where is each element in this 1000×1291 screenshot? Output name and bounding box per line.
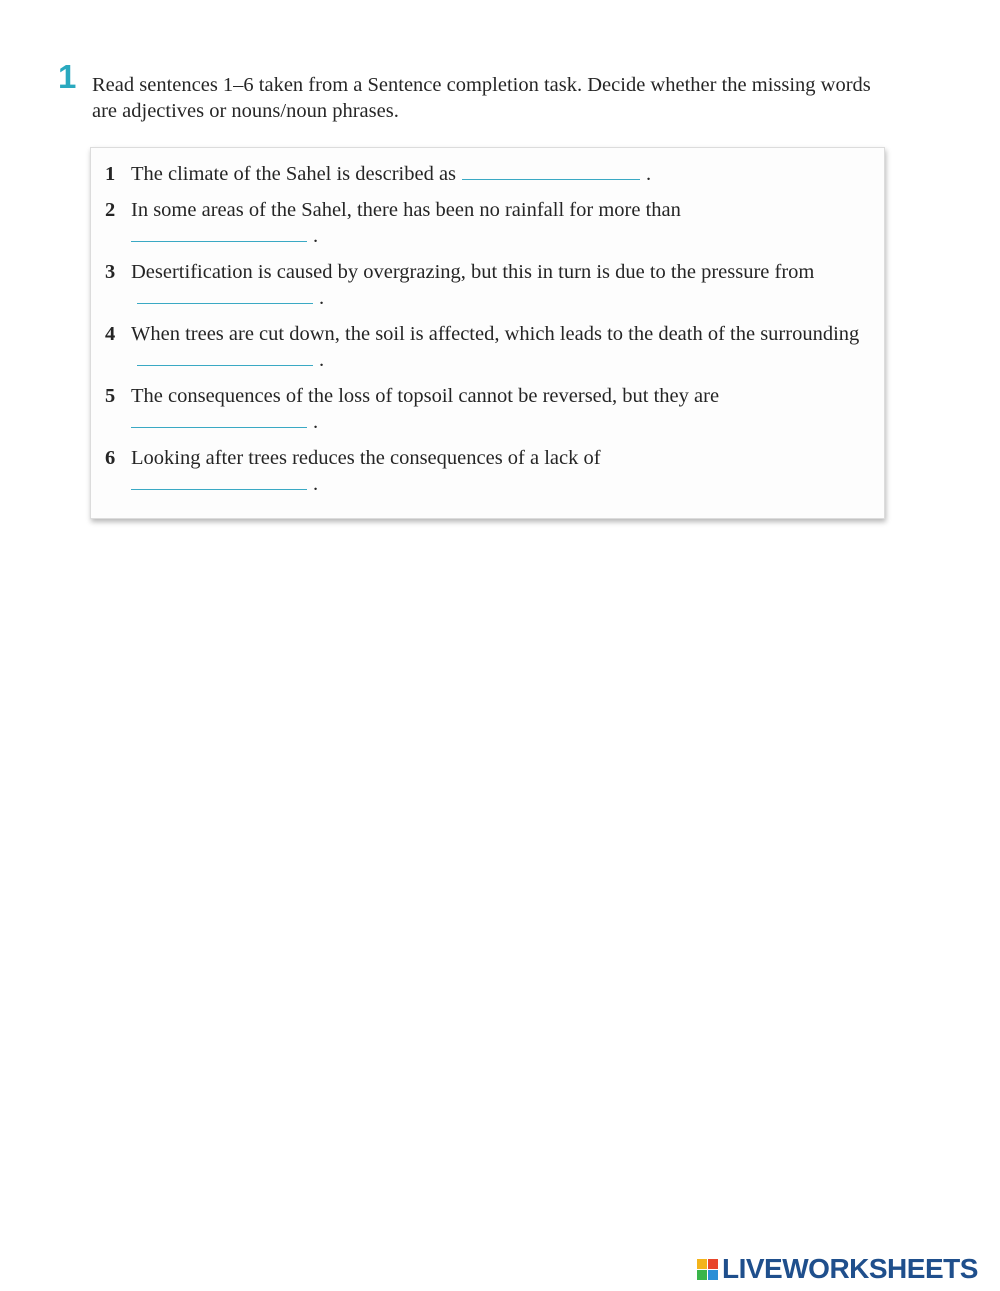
sentence-end: .	[313, 411, 319, 433]
sentence-end: .	[319, 349, 325, 371]
sentence-number: 6	[105, 447, 116, 469]
exercise-number: 1	[58, 58, 77, 95]
liveworksheets-logo-icon	[697, 1259, 718, 1280]
brand-name: LIVEWORKSHEETS	[722, 1253, 978, 1284]
sentence-item-4	[105, 321, 875, 373]
sentence-item-5	[105, 383, 875, 435]
answer-blank-1[interactable]	[462, 179, 640, 180]
sentence-text: Desertification is caused by overgrazing, but this in turn is due to the pressure from	[131, 261, 815, 283]
sentence-item-2	[105, 197, 875, 249]
sentence-end: .	[313, 225, 319, 247]
sentence-list-box	[90, 147, 885, 519]
answer-blank-6[interactable]	[131, 489, 307, 490]
sentence-number: 2	[105, 199, 116, 221]
sentence-end: .	[646, 163, 652, 185]
sentence-text: Looking after trees reduces the consequences of a lack of	[131, 447, 601, 469]
instruction-text: Read sentences 1–6 taken from a Sentence completion task. Decide whether the missing words are adjectives or nouns/noun phrases.	[92, 74, 871, 122]
sentence-number: 5	[105, 385, 116, 407]
sentence-item-3	[105, 259, 875, 311]
sentence-number: 1	[105, 163, 116, 185]
liveworksheets-brand	[697, 1255, 978, 1283]
answer-blank-5[interactable]	[131, 427, 307, 428]
sentence-item-6	[105, 445, 875, 497]
sentence-end: .	[313, 473, 319, 495]
sentence-text: When trees are cut down, the soil is affected, which leads to the death of the surrounding	[131, 323, 860, 345]
sentence-text: The climate of the Sahel is described as	[131, 163, 457, 185]
answer-blank-4[interactable]	[137, 365, 313, 366]
sentence-number: 4	[105, 323, 116, 345]
answer-blank-2[interactable]	[131, 241, 307, 242]
sentence-item-1	[105, 161, 875, 187]
sentence-number: 3	[105, 261, 116, 283]
sentence-text: The consequences of the loss of topsoil cannot be reversed, but they are	[131, 385, 720, 407]
answer-blank-3[interactable]	[137, 303, 313, 304]
sentence-text: In some areas of the Sahel, there has been no rainfall for more than	[131, 199, 681, 221]
sentence-end: .	[319, 287, 325, 309]
